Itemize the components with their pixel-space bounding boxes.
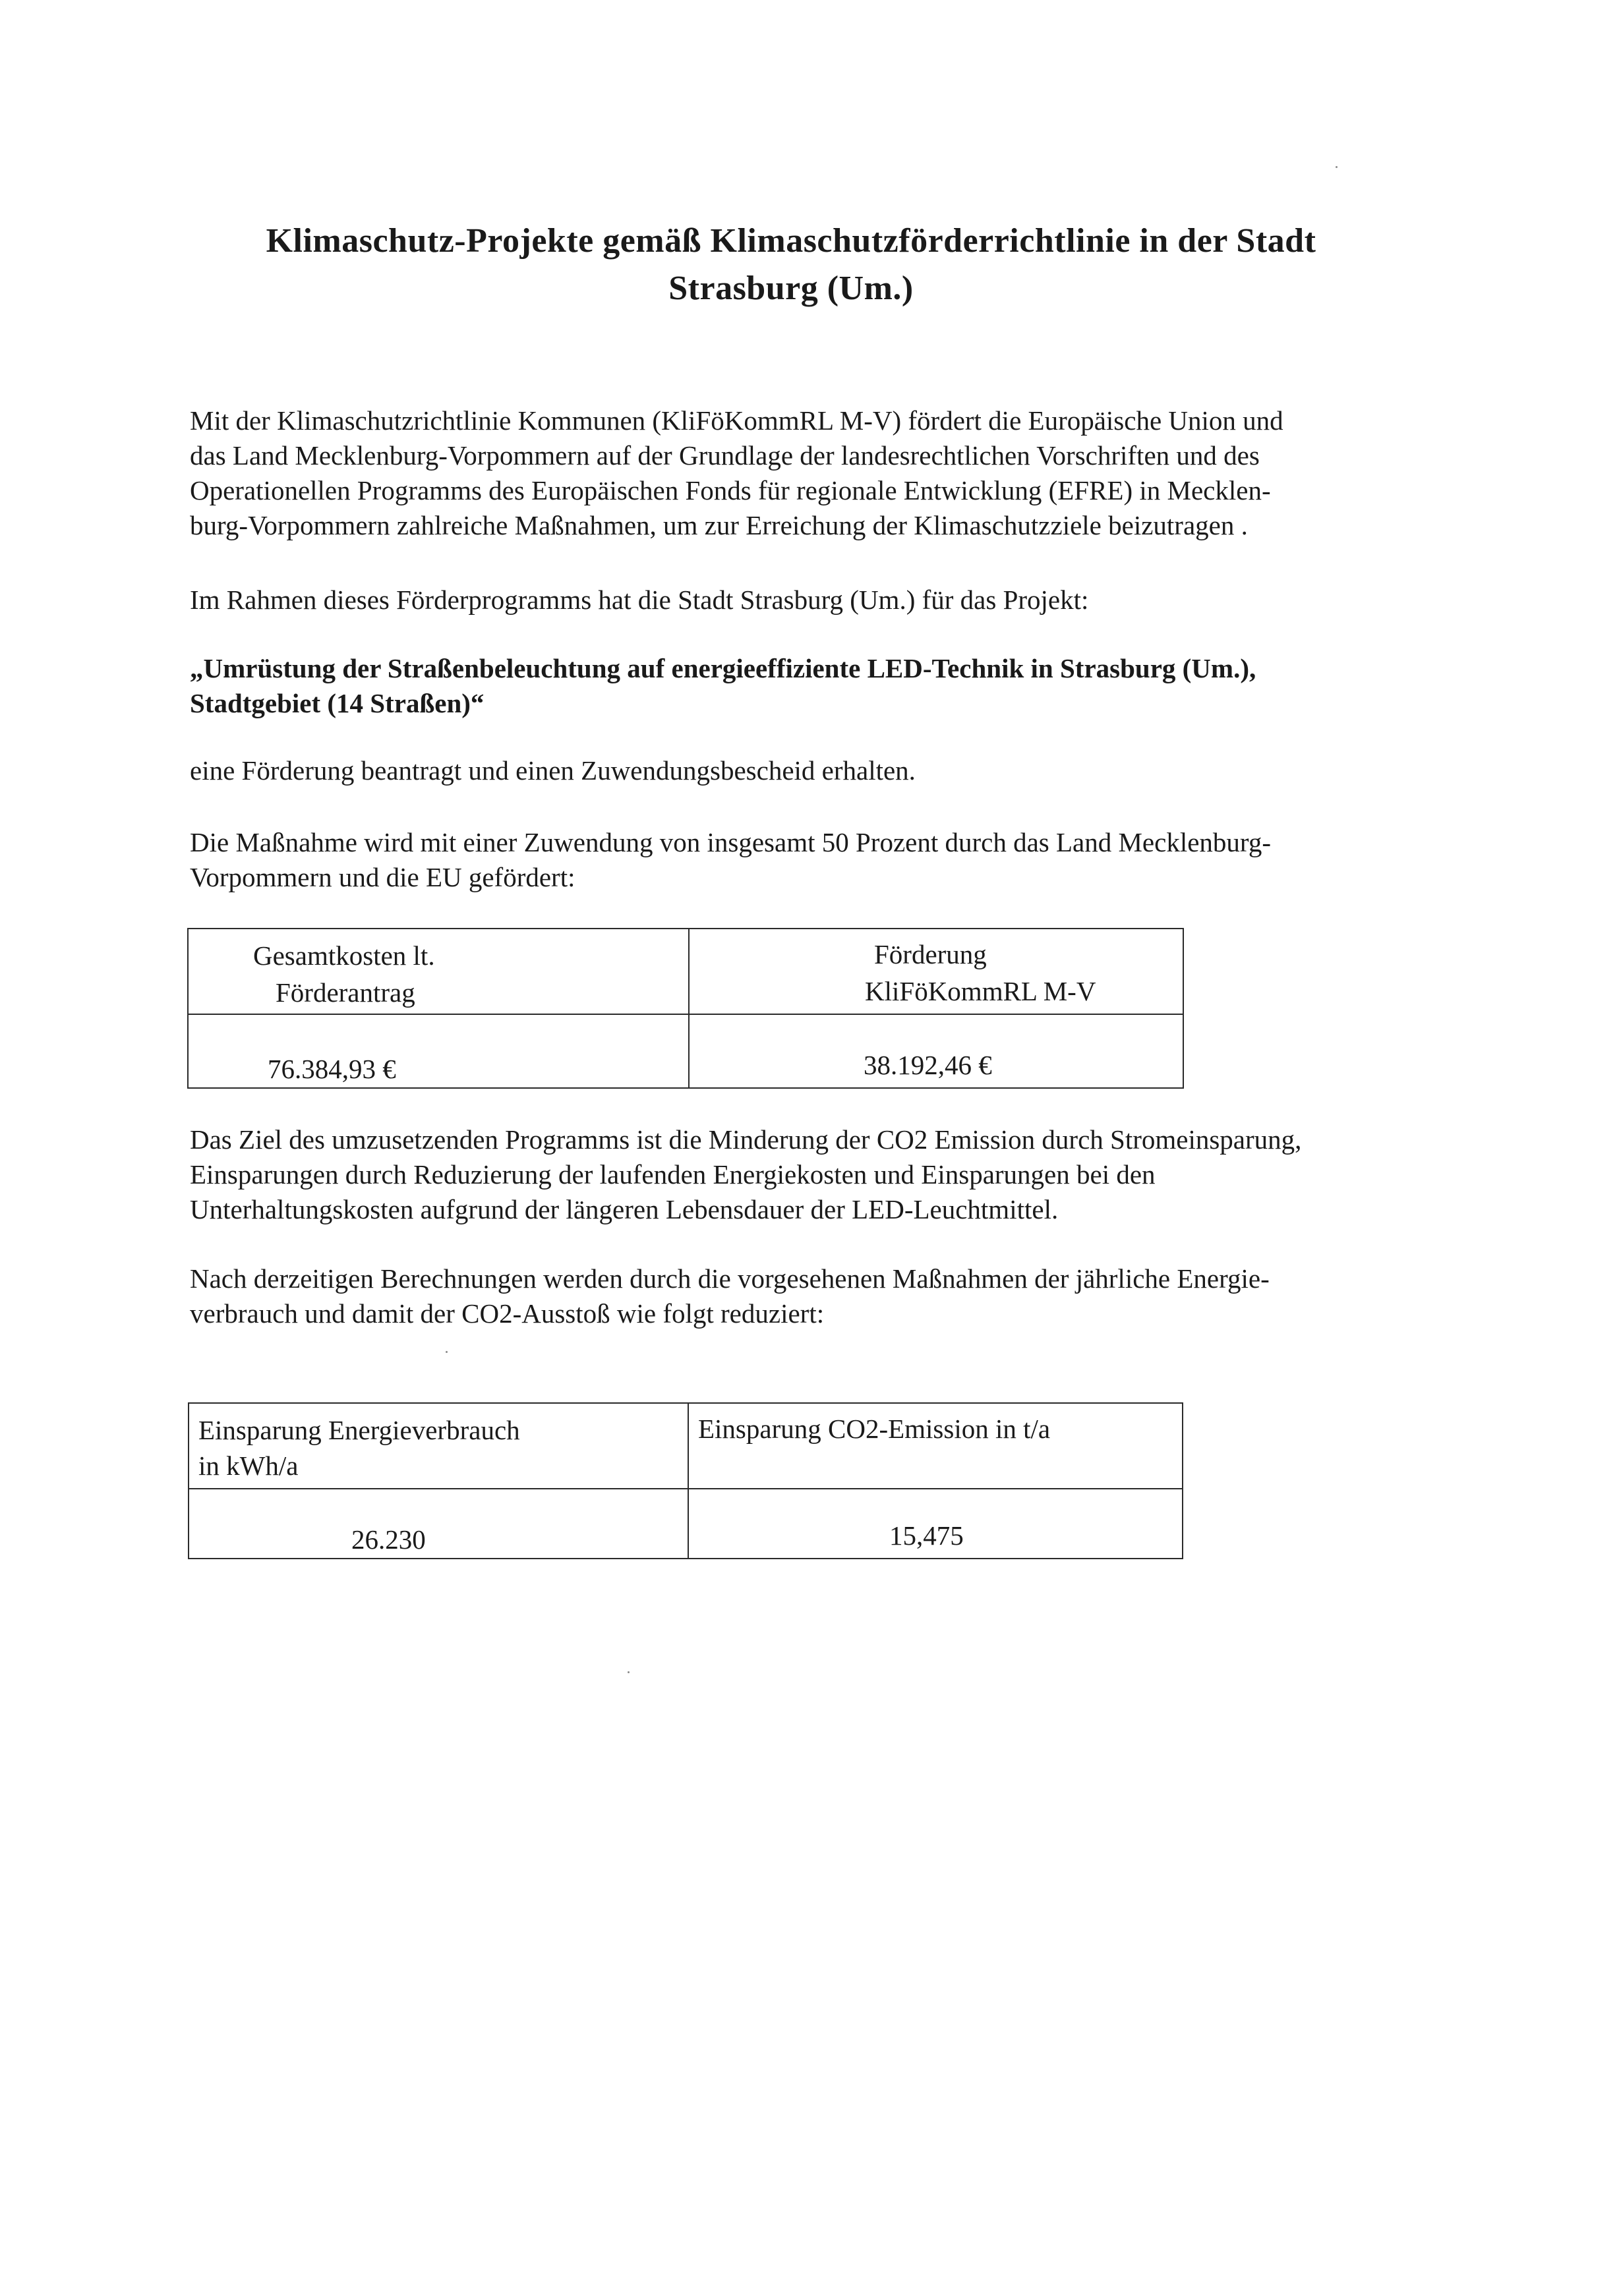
goal-line: Einsparungen durch Reduzierung der laufenden Energiekosten und Einsparungen bei den [190, 1159, 1156, 1190]
goal-paragraph [190, 1122, 1442, 1227]
calculation-paragraph [190, 1261, 1442, 1331]
table-header-cell [188, 929, 689, 1014]
funding-amount-value: 38.192,46 € [864, 1050, 992, 1080]
table-cell [688, 1489, 1183, 1559]
table-header-cell [189, 1403, 688, 1489]
co2-savings-value: 15,475 [889, 1520, 964, 1551]
cost-table [187, 928, 1184, 1089]
savings-table [188, 1402, 1183, 1559]
goal-line: Das Ziel des umzusetzenden Programms ist die Minderung der CO2 Emission durch Stromeinsparung, [190, 1124, 1302, 1155]
scan-speck [628, 1671, 630, 1673]
header-co2: Einsparung CO2-Emission in t/a [698, 1414, 1051, 1444]
intro-line: Operationellen Programms des Europäischen Fonds für regionale Entwicklung (EFRE) in Mecklen- [190, 475, 1271, 505]
table-row [189, 1489, 1183, 1559]
header-funding-line-1: Förderung [874, 939, 987, 969]
intro-line: das Land Mecklenburg-Vorpommern auf der Grundlage der landesrechtlichen Vorschriften und des [190, 440, 1260, 471]
calculation-line-2: verbrauch und damit der CO2-Ausstoß wie folgt reduziert: [190, 1298, 825, 1329]
table-row [188, 929, 1183, 1014]
intro-line: burg-Vorpommern zahlreiche Maßnahmen, um zur Erreichung der Klimaschutzziele beizutragen . [190, 510, 1248, 540]
table-row [188, 1014, 1183, 1088]
table-cell [189, 1489, 688, 1559]
header-total-cost-line-2: Förderantrag [276, 977, 415, 1008]
table-cell [689, 1014, 1183, 1088]
title-line-1: Klimaschutz-Projekte gemäß Klimaschutzförderrichtlinie in der Stadt [266, 222, 1316, 260]
title-line-2: Strasburg (Um.) [668, 270, 914, 307]
funding-rate-paragraph [190, 825, 1442, 895]
energy-savings-value: 26.230 [351, 1524, 426, 1555]
scan-speck [1336, 166, 1338, 168]
project-title [190, 651, 1442, 721]
framework-line: Im Rahmen dieses Förderprogramms hat die Stadt Strasburg (Um.) für das Projekt: [190, 585, 1089, 615]
funding-rate-line-2: Vorpommern und die EU gefördert: [190, 862, 575, 892]
header-energy-line-2: in kWh/a [198, 1450, 299, 1481]
table-cell [188, 1014, 689, 1088]
header-energy-line-1: Einsparung Energieverbrauch [198, 1415, 520, 1445]
project-line-1: „Umrüstung der Straßenbeleuchtung auf energieeffiziente LED-Technik in Strasburg (Um.), [190, 653, 1256, 683]
scan-speck [446, 1351, 448, 1353]
header-total-cost-line-1: Gesamtkosten lt. [253, 940, 435, 971]
intro-paragraph [190, 403, 1442, 543]
intro-line: Mit der Klimaschutzrichtlinie Kommunen (KliFöKommRL M-V) fördert die Europäische Union und [190, 405, 1283, 436]
application-paragraph [190, 753, 1442, 788]
project-line-2: Stadtgebiet (14 Straßen)“ [190, 688, 485, 718]
table-header-cell [689, 929, 1183, 1014]
goal-line: Unterhaltungskosten aufgrund der längeren Lebensdauer der LED-Leuchtmittel. [190, 1194, 1059, 1224]
table-header-cell [688, 1403, 1183, 1489]
total-cost-value: 76.384,93 € [268, 1054, 396, 1084]
funding-rate-line-1: Die Maßnahme wird mit einer Zuwendung von insgesamt 50 Prozent durch das Land Mecklenburg- [190, 827, 1271, 857]
framework-paragraph [190, 583, 1442, 617]
header-funding-line-2: KliFöKommRL M-V [865, 976, 1096, 1006]
table-row [189, 1403, 1183, 1489]
application-line: eine Förderung beantragt und einen Zuwendungsbescheid erhalten. [190, 755, 916, 786]
calculation-line-1: Nach derzeitigen Berechnungen werden durch die vorgesehenen Maßnahmen der jährliche Energie- [190, 1263, 1270, 1294]
document-title [178, 217, 1404, 312]
